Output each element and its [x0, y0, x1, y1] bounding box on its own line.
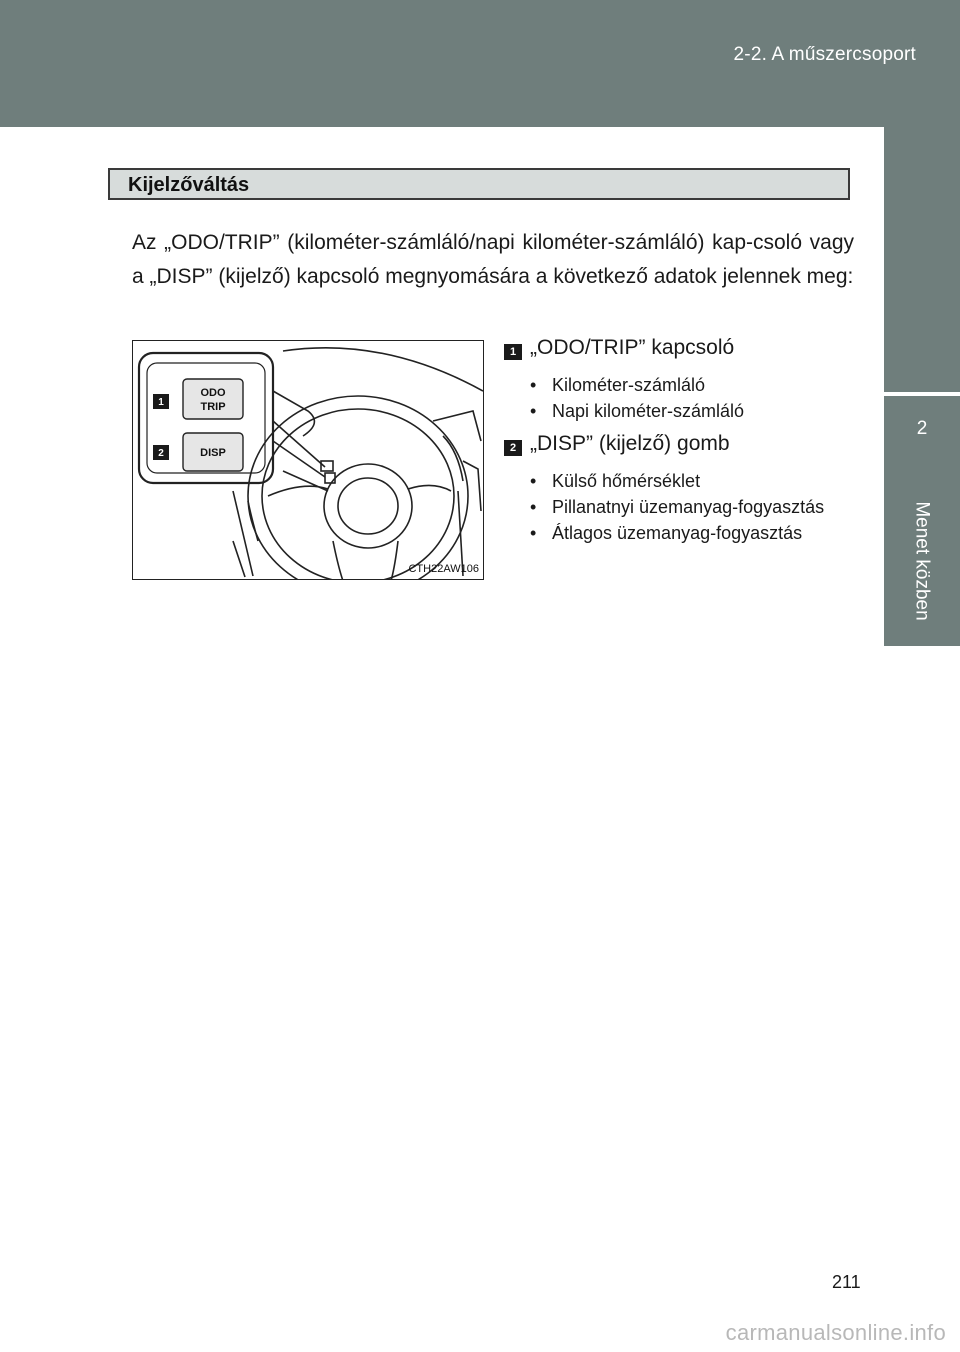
callout-badge-1 — [153, 394, 169, 409]
section-heading-box — [108, 168, 850, 200]
chapter-number: 2 — [916, 418, 928, 439]
svg-text:2: 2 — [158, 448, 164, 459]
section-title: Kijelzőváltás — [128, 174, 250, 196]
watermark: carmanualsonline.info — [725, 1320, 946, 1345]
callout-badge-2 — [153, 445, 169, 460]
item-title: „DISP” (kijelző) gomb — [530, 432, 730, 455]
dashboard-illustration — [132, 340, 484, 580]
item-title: „ODO/TRIP” kapcsoló — [530, 336, 735, 359]
list-item: • Átlagos üzemanyag-fogyasztás — [530, 523, 803, 543]
item-1-bullets — [504, 372, 864, 424]
list-item: • Napi kilométer-számláló — [530, 401, 745, 421]
svg-text:1: 1 — [158, 397, 164, 408]
figure-code: CTH22AW106 — [408, 563, 479, 575]
page-number: 211 — [832, 1272, 861, 1292]
section-breadcrumb: 2-2. A műszercsoport — [733, 44, 916, 65]
disp-button — [183, 433, 243, 471]
intro-paragraph: Az „ODO/TRIP” (kilométer-számláló/napi kilométer-számláló) kap-csoló vagy a „DISP” (kijelző) kapcsoló megnyomására a következő adatok jelennek meg: — [132, 231, 854, 288]
list-item: • Kilométer-számláló — [530, 375, 706, 395]
disp-label: DISP — [200, 447, 226, 459]
item-descriptions — [504, 336, 864, 546]
odo-label: ODO — [200, 387, 226, 399]
item-2-bullets — [504, 468, 864, 546]
chapter-title-vertical — [884, 476, 960, 646]
odo-trip-button — [183, 379, 243, 419]
chapter-title: Menet közben — [912, 501, 934, 621]
list-item: • Külső hőmérséklet — [530, 471, 701, 491]
item-number-badge: 1 — [504, 344, 522, 360]
steering-wheel-drawing — [133, 341, 484, 580]
item-1 — [504, 336, 864, 424]
item-number-badge: 2 — [504, 440, 522, 456]
list-item: • Pillanatnyi üzemanyag-fogyasztás — [530, 497, 825, 517]
trip-label: TRIP — [200, 401, 226, 413]
item-2 — [504, 432, 864, 546]
